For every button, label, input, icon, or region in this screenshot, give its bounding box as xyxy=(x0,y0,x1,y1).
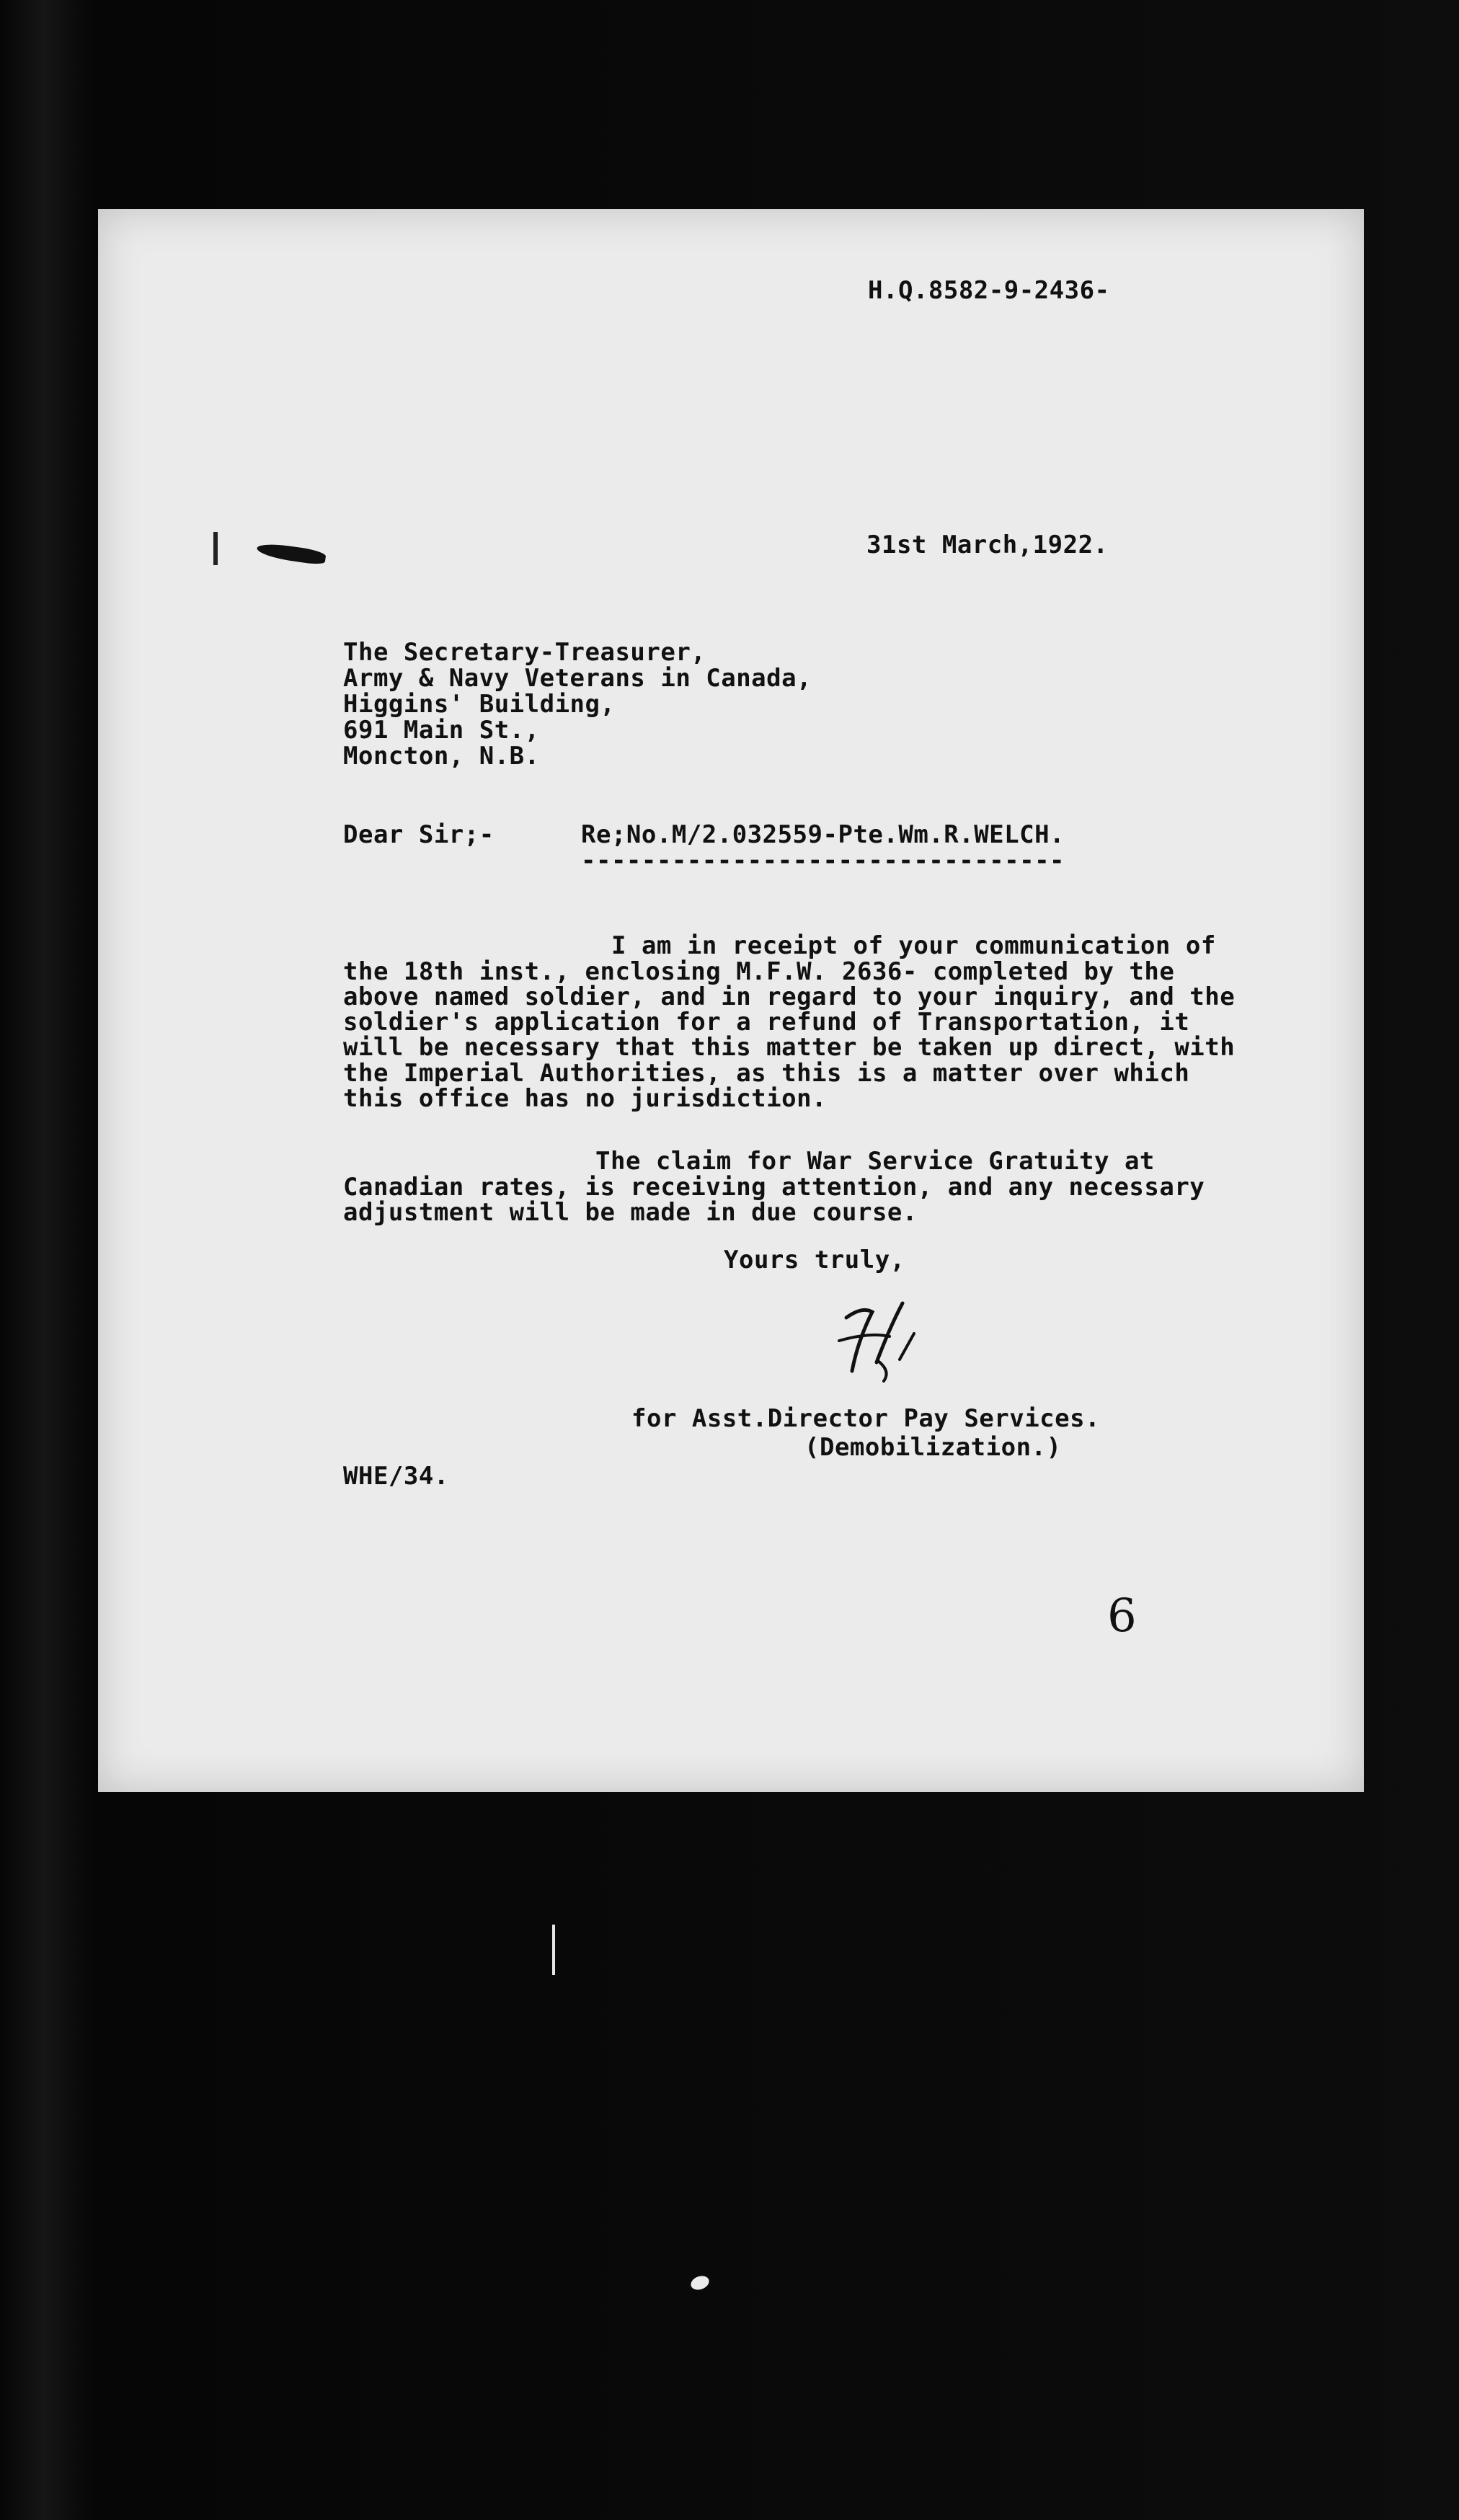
paragraph-line: this office has no jurisdiction. xyxy=(343,1084,828,1113)
film-scratch xyxy=(552,1925,555,1975)
paragraph-line: the Imperial Authorities, as this is a matter over which xyxy=(343,1059,1190,1088)
closing: Yours truly, xyxy=(724,1246,905,1274)
signature-subtitle: (Demobilization.) xyxy=(804,1433,1062,1462)
address-line: Army & Navy Veterans in Canada, xyxy=(343,664,812,693)
paragraph-line: will be necessary that this matter be taken up direct, with xyxy=(343,1033,1236,1062)
address-line: 691 Main St., xyxy=(343,716,540,745)
address-line: The Secretary-Treasurer, xyxy=(343,638,706,667)
handwritten-signature xyxy=(833,1290,927,1391)
paragraph-line: adjustment will be made in due course. xyxy=(343,1198,918,1227)
file-reference: H.Q.8582-9-2436- xyxy=(868,276,1110,305)
paragraph-line: the 18th inst., enclosing M.F.W. 2636- completed by the xyxy=(343,957,1175,986)
paragraph-line: Canadian rates, is receiving attention, and any necessary xyxy=(343,1173,1205,1202)
signature-title: for Asst.Director Pay Services. xyxy=(631,1404,1101,1433)
paragraph-line: I am in receipt of your communication of xyxy=(611,931,1216,960)
handwritten-page-number: 6 xyxy=(1107,1589,1137,1643)
ink-blot xyxy=(256,541,327,565)
address-line: Moncton, N.B. xyxy=(343,742,540,771)
salutation: Dear Sir;- xyxy=(343,820,495,849)
typist-initials: WHE/34. xyxy=(343,1462,449,1491)
margin-mark xyxy=(213,532,218,565)
paragraph-line: soldier's application for a refund of Transportation, it xyxy=(343,1008,1190,1037)
letter-page xyxy=(98,209,1364,1792)
letter-date: 31st March,1922. xyxy=(866,531,1109,559)
paragraph-line: above named soldier, and in regard to your inquiry, and the xyxy=(343,982,1236,1011)
subject-underline: -------------------------------- xyxy=(581,846,1065,875)
address-line: Higgins' Building, xyxy=(343,690,616,719)
subject-line: Re;No.M/2.032559-Pte.Wm.R.WELCH. xyxy=(581,820,1065,849)
paragraph-line: The claim for War Service Gratuity at xyxy=(595,1147,1155,1176)
